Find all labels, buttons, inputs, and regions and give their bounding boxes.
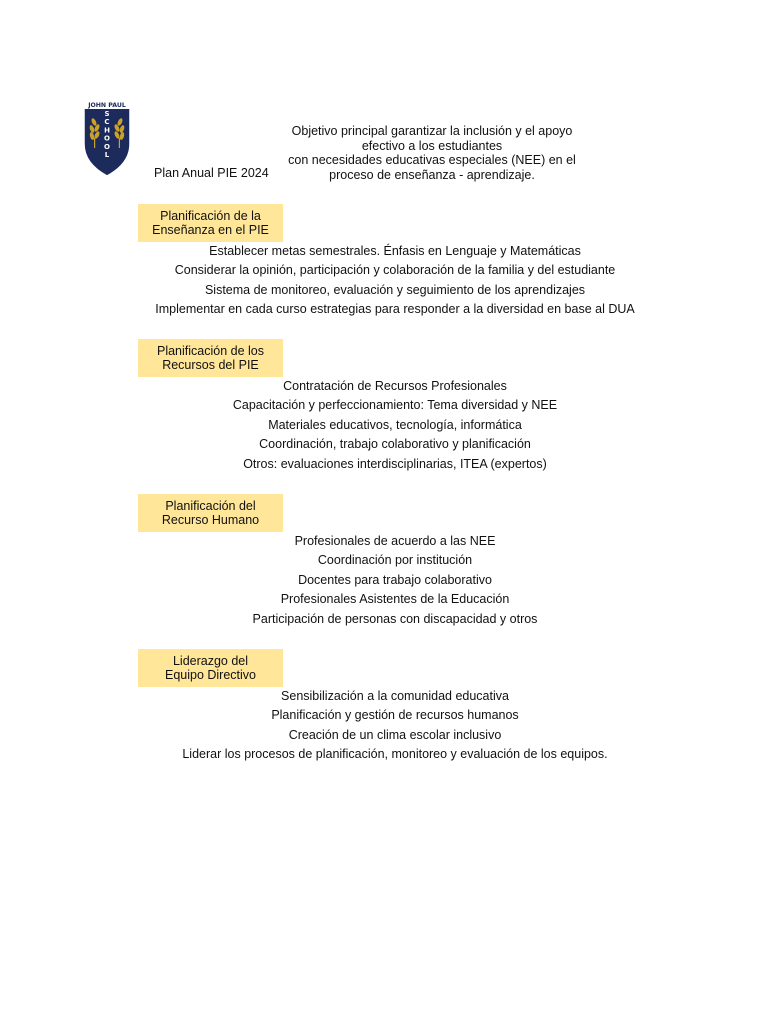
section-items-recurso-humano bbox=[100, 532, 690, 629]
objective-text bbox=[282, 124, 582, 182]
list-item: Implementar en cada curso estrategias para responder a la diversidad en base al DUA bbox=[155, 302, 635, 317]
section-label-line: Planificación de la bbox=[160, 208, 261, 223]
list-item: Contratación de Recursos Profesionales bbox=[283, 379, 507, 393]
section-label-recurso-humano bbox=[138, 494, 283, 532]
objective-line: Objetivo principal garantizar la inclusión y el apoyo bbox=[291, 124, 573, 138]
section-label-ensenanza bbox=[138, 204, 283, 242]
list-item: Docentes para trabajo colaborativo bbox=[298, 572, 492, 587]
section-items-recursos bbox=[100, 377, 690, 474]
section-items-ensenanza bbox=[100, 242, 690, 320]
section-label-recursos bbox=[138, 339, 283, 377]
list-item: Participación de personas con discapacidad y otros bbox=[252, 611, 538, 626]
list-item: Considerar la opinión, participación y colaboración de la familia y del estudiante bbox=[174, 263, 616, 278]
section-label-line: Enseñanza en el PIE bbox=[152, 223, 269, 237]
section-label-line: Recurso Humano bbox=[161, 513, 260, 527]
logo-vertical-text: S C H O O L bbox=[104, 110, 110, 159]
list-item: Sistema de monitoreo, evaluación y seguimiento de los aprendizajes bbox=[204, 282, 586, 297]
school-logo bbox=[82, 98, 132, 178]
list-item: Profesionales de acuerdo a las NEE bbox=[294, 534, 496, 548]
list-item: Coordinación por institución bbox=[317, 553, 473, 568]
shield-icon bbox=[82, 98, 132, 178]
list-item: Establecer metas semestrales. Énfasis en Lenguaje y Matemáticas bbox=[209, 244, 581, 258]
list-item: Liderar los procesos de planificación, monitoreo y evaluación de los equipos. bbox=[182, 747, 608, 762]
section-label-line: Recursos del PIE bbox=[162, 358, 259, 372]
list-item: Creación de un clima escolar inclusivo bbox=[288, 727, 502, 742]
list-item: Sensibilización a la comunidad educativa bbox=[281, 689, 509, 703]
list-item: Capacitación y perfeccionamiento: Tema diversidad y NEE bbox=[232, 398, 558, 413]
section-items-liderazgo bbox=[100, 687, 690, 765]
objective-line: efectivo a los estudiantes bbox=[361, 138, 503, 153]
list-item: Planificación y gestión de recursos humanos bbox=[271, 708, 519, 723]
section-label-line: Planificación de los bbox=[156, 343, 264, 358]
list-item: Coordinación, trabajo colaborativo y planificación bbox=[259, 437, 531, 452]
objective-line: con necesidades educativas especiales (NEE) en el bbox=[288, 153, 576, 167]
logo-top-text: JOHN PAUL bbox=[88, 102, 126, 110]
section-label-line: Planificación del bbox=[165, 498, 256, 513]
list-item: Profesionales Asistentes de la Educación bbox=[280, 592, 510, 607]
section-label-line: Liderazgo del bbox=[172, 653, 249, 668]
list-item: Otros: evaluaciones interdisciplinarias, ITEA (expertos) bbox=[243, 456, 547, 471]
plan-title: Plan Anual PIE 2024 bbox=[154, 166, 269, 180]
objective-line: proceso de enseñanza - aprendizaje. bbox=[329, 167, 535, 182]
list-item: Materiales educativos, tecnología, informática bbox=[268, 417, 522, 432]
section-label-line: Equipo Directivo bbox=[164, 668, 256, 682]
section-label-liderazgo bbox=[138, 649, 283, 687]
